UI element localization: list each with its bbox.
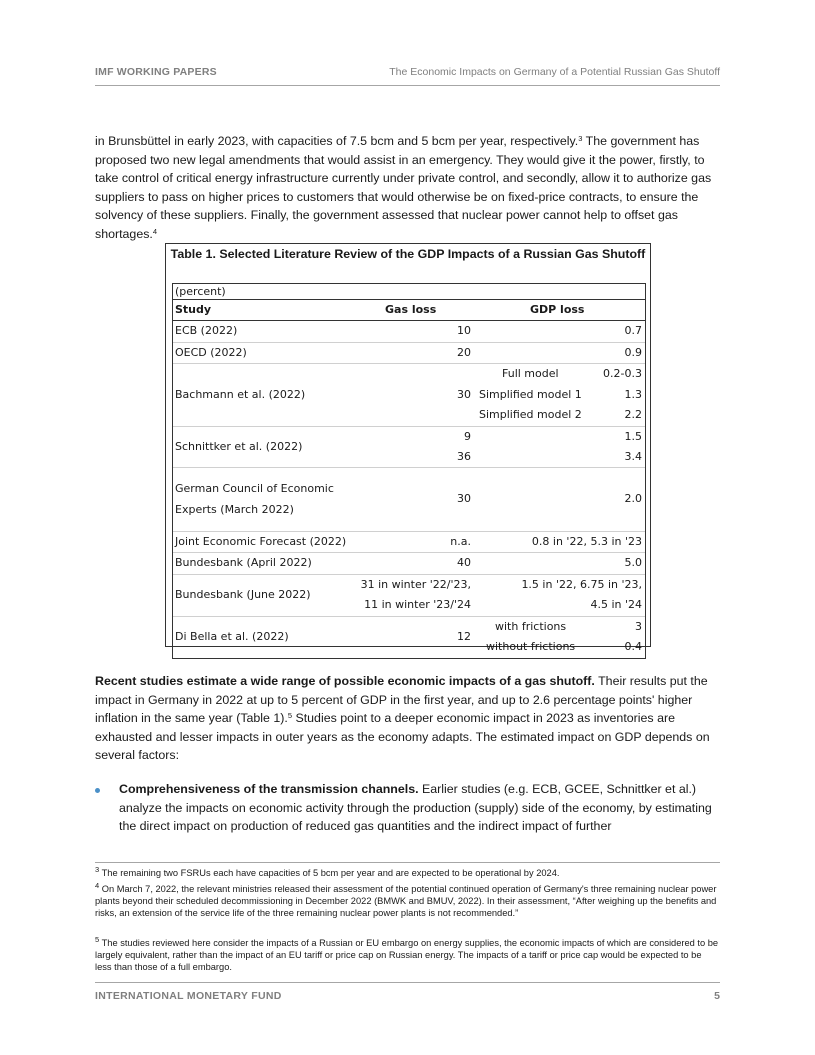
gdp-loss-value: 1.5 in '22, 6.75 in '23,	[521, 578, 642, 591]
gas-loss-value: 30	[457, 388, 471, 401]
footnote-ref-4[interactable]: 4	[152, 226, 158, 236]
footnote-text: On March 7, 2022, the relevant ministries released their assessment of the potential continued operation of Germany's three remaining nuclear power plants beyond their scheduled decommissioning in December 2022 (BMWK and BMUV, 2022). In their assessment, “After weighing up the benefits and risks, an extension of the service life of the three remaining nuclear power plants is not recommended.”	[95, 884, 717, 918]
bullet-item	[119, 780, 720, 836]
study-name: Bachmann et al. (2022)	[175, 388, 306, 401]
header-divider	[95, 85, 720, 86]
gas-loss-value: 31 in winter '22/'23,	[360, 578, 471, 591]
footnote-ref-5[interactable]: 5	[287, 711, 293, 721]
intro-text-2: The government has proposed two new legal amendments that would assist in an emergency. They would give it the power, firstly, to take control of critical energy infrastructure currently under private control, and secondly, allow it to authorize gas suppliers to pass on higher prices to customers that would otherwise be on fixed-price contracts, to ensure the solvency of these suppliers. Finally, the government assessed that nuclear power cannot help to offset gas shortages.	[95, 134, 712, 241]
gas-loss-value: 9	[464, 430, 471, 443]
footnote-number: 3	[95, 865, 100, 874]
table-row	[173, 343, 645, 364]
footnote-5	[95, 935, 720, 973]
gdp-loss-value: 1.5	[624, 430, 642, 443]
body-text-1: Their results put the impact in Germany in 2022 at up to 5 percent of GDP in the first year, and up to 2.6 percentage points' higher inflation in the same year (Table 1).	[95, 674, 708, 726]
table-row	[173, 468, 645, 532]
table-header-row	[173, 300, 645, 321]
footer-divider	[95, 982, 720, 983]
table-row	[173, 364, 645, 427]
body-text-2: Studies point to a deeper economic impact in 2023 as inventories are exhausted and lesser impacts in outer years as the economy adapts. The estimated impact on GDP depends on several factors:	[95, 711, 710, 763]
gdp-loss-value: 0.4	[624, 640, 642, 653]
table-units: (percent)	[173, 284, 645, 300]
gdp-loss-value: 0.9	[624, 346, 642, 359]
body-paragraph	[95, 672, 720, 765]
running-header-title: The Economic Impacts on Germany of a Potential Russian Gas Shutoff	[389, 66, 720, 78]
bullet-text: Earlier studies (e.g. ECB, GCEE, Schnittker et al.) analyze the impacts on economic activity through the production (supply) side of the economy, by estimating the direct impact on production of reduced gas quantities and the indirect impact of further	[119, 782, 712, 834]
table-grid	[172, 283, 646, 659]
footnote-number: 5	[95, 935, 100, 944]
intro-text-1: in Brunsbüttel in early 2023, with capacities of 7.5 bcm and 5 bcm per year, respectively.	[95, 134, 579, 148]
table-row	[173, 575, 645, 617]
footnote-3	[95, 865, 720, 880]
table-row	[173, 427, 645, 468]
literature-table	[165, 243, 651, 653]
study-name-cont: Experts (March 2022)	[175, 503, 294, 516]
gas-loss-value: 11 in winter '23/'24	[364, 598, 471, 611]
study-name: Joint Economic Forecast (2022)	[175, 535, 347, 548]
model-label: without frictions	[486, 640, 576, 653]
gdp-loss-value: 5.0	[624, 556, 642, 569]
study-name: OECD (2022)	[175, 346, 247, 359]
model-label: Simplified model 1	[479, 388, 582, 401]
gas-loss-value: n.a.	[450, 535, 471, 548]
header-gdp-loss: GDP loss	[530, 303, 585, 316]
gas-loss-value: 30	[457, 492, 471, 505]
footnote-text: The remaining two FSRUs each have capacities of 5 bcm per year and are expected to be operational by 2024.	[101, 868, 560, 878]
page-number: 5	[714, 990, 720, 1002]
table-row	[173, 321, 645, 343]
header-gas-loss: Gas loss	[385, 303, 437, 316]
table-title: Table 1. Selected Literature Review of the GDP Impacts of a Russian Gas Shutoff	[170, 247, 646, 261]
model-label: Full model	[502, 367, 559, 380]
footnote-divider	[95, 862, 720, 863]
study-name: ECB (2022)	[175, 324, 238, 337]
footnote-number: 4	[95, 881, 100, 890]
header-study: Study	[175, 303, 212, 316]
gdp-loss-value: 2.0	[624, 492, 642, 505]
study-name: Di Bella et al. (2022)	[175, 630, 289, 643]
gas-loss-value: 40	[457, 556, 471, 569]
footnote-4	[95, 881, 720, 919]
bullet-marker	[95, 782, 105, 793]
gdp-loss-value: 0.2-0.3	[603, 367, 642, 380]
gdp-loss-value: 2.2	[624, 408, 642, 421]
model-label: Simplified model 2	[479, 408, 582, 421]
bullet-lead: Comprehensiveness of the transmission channels.	[119, 782, 419, 796]
gdp-loss-value: 3	[635, 620, 642, 633]
table-row	[173, 617, 645, 658]
gas-loss-value: 36	[457, 450, 471, 463]
intro-paragraph	[95, 132, 720, 244]
gdp-loss-value: 0.8 in '22, 5.3 in '23	[531, 535, 642, 548]
table-row	[173, 532, 645, 553]
gdp-loss-value: 0.7	[624, 324, 642, 337]
study-name: Schnittker et al. (2022)	[175, 440, 303, 453]
gdp-loss-value: 1.3	[624, 388, 642, 401]
study-name: Bundesbank (June 2022)	[175, 588, 311, 601]
gas-loss-value: 12	[457, 630, 471, 643]
study-name: Bundesbank (April 2022)	[175, 556, 312, 569]
gdp-loss-value: 3.4	[624, 450, 642, 463]
footnote-ref-3[interactable]: 3	[578, 134, 583, 143]
model-label: with frictions	[495, 620, 567, 633]
study-name: German Council of Economic	[175, 482, 334, 495]
table-row	[173, 553, 645, 575]
footer-publisher: INTERNATIONAL MONETARY FUND	[95, 990, 282, 1002]
gas-loss-value: 10	[457, 324, 471, 337]
paragraph-lead: Recent studies estimate a wide range of possible economic impacts of a gas shutoff.	[95, 674, 595, 688]
footnote-text: The studies reviewed here consider the impacts of a Russian or EU embargo on energy supplies, the economic impacts of which are considered to be largely equivalent, rather than the impact of an EU tariff or price cap on Russian energy. The impacts of a tariff or price cap would be expected to be less than those of a full embargo.	[95, 938, 719, 972]
running-header-series: IMF WORKING PAPERS	[95, 66, 217, 78]
gdp-loss-value: 4.5 in '24	[590, 598, 642, 611]
gas-loss-value: 20	[457, 346, 471, 359]
